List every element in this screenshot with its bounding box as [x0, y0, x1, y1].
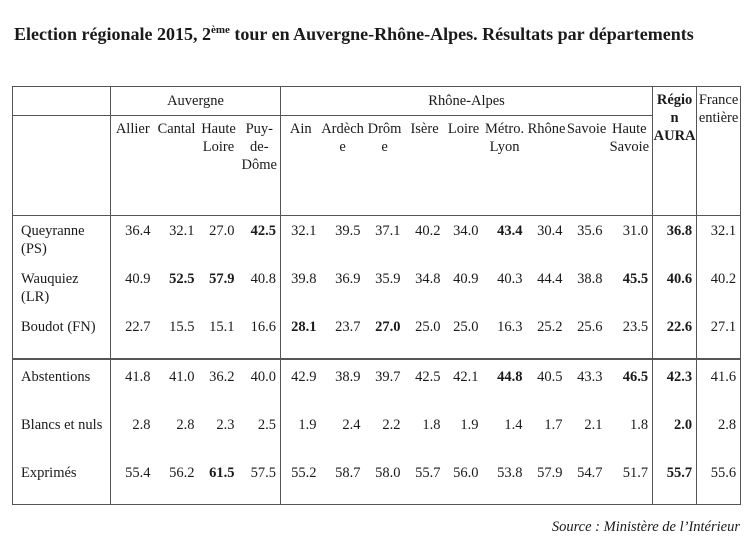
department-header: Métro. Lyon — [485, 121, 525, 155]
table-cell: 39.7 — [365, 359, 405, 408]
table-cell: 1.9 — [281, 408, 321, 456]
table-cell: 38.9 — [321, 359, 365, 408]
table-cell: 1.4 — [504, 417, 523, 433]
table-cell: 57.9 — [537, 465, 563, 481]
table-cell: 56.2 — [169, 465, 195, 481]
table-cell: 42.5 — [239, 216, 281, 263]
row-label: Wauquiez (LR) — [21, 271, 79, 305]
table-cell: 34.0 — [445, 216, 483, 263]
table-cell: 1.8 — [629, 417, 649, 433]
table-cell: 34.8 — [415, 271, 441, 287]
group-region: Région AURA — [653, 87, 697, 216]
department-header: Loire — [447, 121, 480, 137]
table-row — [13, 216, 741, 263]
table-cell: 2.2 — [382, 417, 401, 433]
table-cell: 40.9 — [111, 262, 155, 310]
table-cell: 2.5 — [257, 417, 277, 433]
table-cell: 39.8 — [281, 262, 321, 310]
page-title — [14, 18, 734, 47]
department-header: Savoie — [566, 121, 607, 137]
department-header: Ardèche — [321, 121, 364, 155]
table-cell: 39.5 — [321, 216, 365, 263]
row-label: Boudot (FN) — [21, 319, 96, 335]
table-cell: 55.7 — [415, 465, 441, 481]
table-cell: 36.2 — [199, 359, 239, 408]
table-cell: 32.1 — [155, 216, 199, 263]
table-cell: 23.5 — [622, 319, 649, 335]
row-label: Queyranne (PS) — [13, 216, 111, 263]
table-cell: 25.0 — [415, 319, 441, 335]
table-cell: 41.8 — [111, 359, 155, 408]
table-cell: 40.5 — [527, 359, 567, 408]
table-cell: 2.4 — [342, 417, 361, 433]
table-cell: 2.3 — [216, 417, 235, 433]
table-cell: 40.8 — [250, 271, 277, 287]
table-cell: 25.6 — [577, 319, 603, 335]
table-cell: 23.7 — [335, 319, 361, 335]
department-header: Haute Loire — [201, 121, 236, 155]
department-header-row — [13, 116, 741, 216]
group-header-row — [13, 87, 741, 116]
row-label: Exprimés — [21, 465, 77, 481]
group-france: France entière — [697, 87, 741, 216]
table-cell: 46.5 — [607, 359, 653, 408]
table-cell: 40.3 — [497, 271, 523, 287]
table-cell: 27.0 — [375, 319, 401, 335]
table-cell: 55.7 — [653, 456, 697, 505]
results-table — [12, 86, 741, 505]
table-cell: 15.5 — [169, 319, 195, 335]
table-cell: 53.8 — [497, 465, 523, 481]
title-superscript: ème — [210, 24, 230, 36]
department-header: Drôme — [367, 121, 402, 155]
table-cell: 1.7 — [544, 417, 563, 433]
corner-cell — [13, 87, 111, 116]
table-cell: 54.7 — [577, 465, 603, 481]
table-cell: 40.2 — [697, 262, 741, 310]
empty-label-cell — [13, 116, 111, 216]
table-cell: 27.1 — [697, 310, 741, 359]
table-cell: 22.7 — [111, 310, 155, 359]
table-cell: 55.6 — [697, 456, 741, 505]
table-cell: 2.0 — [653, 408, 697, 456]
table-row — [13, 456, 741, 505]
table-cell: 2.8 — [697, 408, 741, 456]
table-cell: 44.8 — [483, 359, 527, 408]
table-cell: 25.0 — [453, 319, 479, 335]
table-cell: 42.3 — [653, 359, 697, 408]
table-cell: 41.0 — [155, 359, 199, 408]
table-cell: 42.1 — [445, 359, 483, 408]
table-cell: 40.2 — [405, 216, 445, 263]
table-cell: 51.7 — [622, 465, 649, 481]
group-rhone-alpes: Rhône-Alpes — [281, 87, 653, 116]
table-row — [13, 262, 741, 310]
table-cell: 41.6 — [697, 359, 741, 408]
table-cell: 2.8 — [111, 408, 155, 456]
department-header: Puy-de-Dôme — [241, 121, 277, 173]
table-cell: 58.7 — [335, 465, 361, 481]
table-cell: 45.5 — [622, 271, 649, 287]
table-cell: 35.6 — [567, 216, 607, 263]
table-cell: 1.9 — [460, 417, 479, 433]
table-cell: 42.9 — [281, 359, 321, 408]
department-header: Ain — [281, 116, 321, 216]
table-cell: 40.0 — [239, 359, 281, 408]
table-row — [13, 408, 741, 456]
table-cell: 36.9 — [335, 271, 361, 287]
table-cell: 61.5 — [209, 465, 235, 481]
table-cell: 35.9 — [375, 271, 401, 287]
table-cell: 1.8 — [422, 417, 441, 433]
table-cell: 2.1 — [584, 417, 603, 433]
row-label: Blancs et nuls — [21, 417, 103, 433]
table-cell: 56.0 — [453, 465, 479, 481]
table-cell: 16.6 — [250, 319, 277, 335]
row-label: Abstentions — [13, 359, 111, 408]
department-header: Rhône — [527, 121, 566, 137]
table-cell: 38.8 — [577, 271, 603, 287]
table-cell: 2.8 — [176, 417, 195, 433]
table-cell: 16.3 — [497, 319, 523, 335]
table-row — [13, 359, 741, 408]
table-cell: 31.0 — [607, 216, 653, 263]
table-cell: 32.1 — [281, 216, 321, 263]
table-cell: 27.0 — [199, 216, 239, 263]
table-row — [13, 310, 741, 359]
table-cell: 43.3 — [567, 359, 607, 408]
table-cell: 22.6 — [653, 310, 697, 359]
table-cell: 44.4 — [537, 271, 563, 287]
department-header: Cantal — [157, 121, 196, 137]
table-cell: 40.6 — [653, 262, 697, 310]
group-auvergne: Auvergne — [111, 87, 281, 116]
table-cell: 30.4 — [527, 216, 567, 263]
department-header: Allier — [111, 116, 155, 216]
title-text-end: tour en Auvergne-Rhône-Alpes. Résultats par départements — [229, 24, 694, 44]
table-cell: 15.1 — [209, 319, 235, 335]
table-cell: 55.2 — [281, 456, 321, 505]
source-note: Source : Ministère de l’Intérieur — [551, 519, 740, 535]
table-cell: 28.1 — [281, 310, 321, 359]
title-text: Election régionale 2015, 2 — [14, 24, 211, 44]
table-cell: 52.5 — [169, 271, 195, 287]
table-cell: 36.4 — [111, 216, 155, 263]
table-cell: 43.4 — [483, 216, 527, 263]
table-cell: 57.5 — [250, 465, 277, 481]
department-header: Isère — [410, 121, 439, 137]
table-cell: 40.9 — [453, 271, 479, 287]
table-cell: 25.2 — [537, 319, 563, 335]
table-cell: 58.0 — [375, 465, 401, 481]
department-header: Haute Savoie — [609, 121, 650, 155]
table-cell: 36.8 — [653, 216, 697, 263]
table-cell: 42.5 — [405, 359, 445, 408]
table-cell: 57.9 — [209, 271, 235, 287]
table-cell: 37.1 — [365, 216, 405, 263]
table-cell: 32.1 — [697, 216, 741, 263]
table-cell: 55.4 — [111, 456, 155, 505]
